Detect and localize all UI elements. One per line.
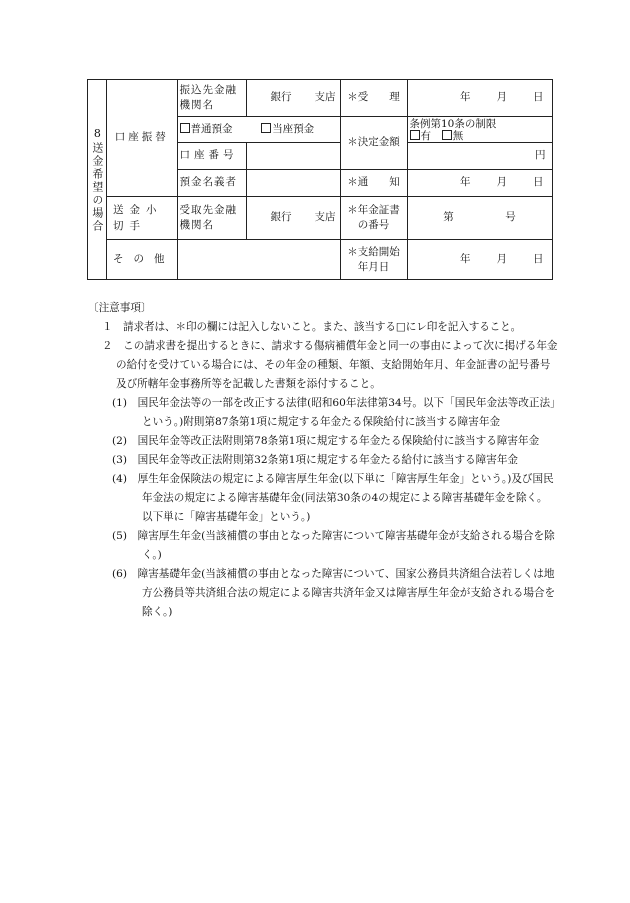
account-type-field[interactable] [177, 117, 340, 143]
yen-text: 円 [535, 149, 546, 162]
kettei-kingaku-label: ＊決定金額 [340, 117, 407, 170]
day-text: 日 [533, 91, 544, 104]
uketori-bank-label: 受取先金融機関名 [177, 197, 246, 240]
note-sub-3: (3) 国民年金等改正法附則第32条第1項に規定する年金たる給付に該当する障害年金 [112, 454, 519, 466]
meigi-label: 預金名義者 [177, 170, 246, 197]
jourei-field[interactable] [407, 117, 552, 143]
shikyu-kaishi-date-field[interactable] [407, 240, 552, 280]
day-text: 日 [533, 252, 544, 265]
furikomi-bank-field[interactable] [246, 80, 340, 117]
meigi-field[interactable] [246, 170, 340, 197]
juri-date-field[interactable] [407, 80, 552, 117]
nenkin-shousho-label: ＊年金証書の番号 [340, 197, 407, 240]
note-item-1: １ 請求者は、＊印の欄には記入しないこと。また、該当する□にレ印を記入すること。 [102, 321, 522, 333]
bank-text: 銀行 [270, 211, 292, 224]
year-text: 年 [460, 91, 471, 104]
uketori-bank-field[interactable] [246, 197, 340, 240]
jourei-label: 条例第10条の制限 [409, 117, 497, 130]
amount-field[interactable] [407, 143, 552, 170]
juri-label: ＊受 理 [340, 80, 407, 117]
ari-checkbox[interactable] [410, 130, 420, 140]
ari-label: 有 [420, 129, 431, 142]
soukin-kogitte-label: 送金小切手 [107, 197, 178, 240]
gou-text: 号 [505, 211, 516, 224]
day-text: 日 [533, 176, 544, 189]
notes-section [88, 299, 558, 622]
section-label: 8送金希望の場合 [88, 80, 107, 280]
notes-header: 〔注意事項〕 [88, 302, 152, 314]
branch-text: 支店 [314, 211, 336, 224]
tsuchi-date-field[interactable] [407, 170, 552, 197]
year-text: 年 [460, 176, 471, 189]
nashi-checkbox[interactable] [442, 130, 452, 140]
note-sub-1: (1) 国民年金法等の一部を改正する法律(昭和60年法律第34号。以下「国民年金法等改正法」という。)附則第87条第1項に規定する年金たる保険給付に該当する障害年金 [112, 397, 556, 428]
branch-text: 支店 [314, 91, 336, 104]
sonota-label: その他 [107, 240, 178, 280]
month-text: 月 [496, 176, 507, 189]
koza-furikae-label: 口座振替 [107, 80, 178, 197]
koza-bangou-label: 口座番号 [177, 143, 246, 170]
koza-bangou-field[interactable] [246, 143, 340, 170]
sonota-field[interactable] [177, 240, 340, 280]
note-sub-4: (4) 厚生年金保険法の規定による障害厚生年金(以下単に「障害厚生年金」という。)及び国民年金法の規定による障害基礎年金(同法第30条の4の規定による障害基礎年金を除く。以下単に「障害基礎年金」という。) [112, 473, 554, 523]
nashi-label: 無 [452, 129, 464, 142]
tsuchi-label: ＊通 知 [340, 170, 407, 197]
note-sub-2: (2) 国民年金等改正法附則第78条第1項に規定する年金たる保険給付に該当する障害年金 [112, 435, 540, 447]
year-text: 年 [460, 252, 471, 265]
futsuu-label: 普通預金 [190, 122, 233, 135]
futsuu-checkbox[interactable] [180, 123, 190, 133]
note-sub-5: (5) 障害厚生年金(当該補償の事由となった障害について障害基礎年金が支給される場合を除く。) [112, 530, 555, 561]
month-text: 月 [496, 91, 507, 104]
bank-text: 銀行 [270, 91, 292, 104]
note-item-2: ２ この請求書を提出するときに、請求する傷病補償年金と同一の事由によって次に掲げる年金の給付を受けている場合には、その年金の種類、年額、支給開始年月、年金証書の記号番号及び所轄年金事務所等を記載した書類を添付すること。 [102, 340, 558, 390]
shikyu-kaishi-label: ＊支給開始年月日 [340, 240, 407, 280]
touza-label: 当座預金 [272, 122, 315, 135]
note-sub-6: (6) 障害基礎年金(当該補償の事由となった障害について、国家公務員共済組合法若しくは地方公務員等共済組合法の規定による障害共済年金又は障害厚生年金が支給される場合を除く。) [112, 568, 556, 618]
month-text: 月 [496, 252, 507, 265]
remittance-table [87, 79, 553, 280]
dai-text: 第 [443, 211, 454, 224]
nenkin-shousho-field[interactable] [407, 197, 552, 240]
furikomi-bank-label: 振込先金融機関名 [177, 80, 246, 117]
touza-checkbox[interactable] [261, 123, 271, 133]
